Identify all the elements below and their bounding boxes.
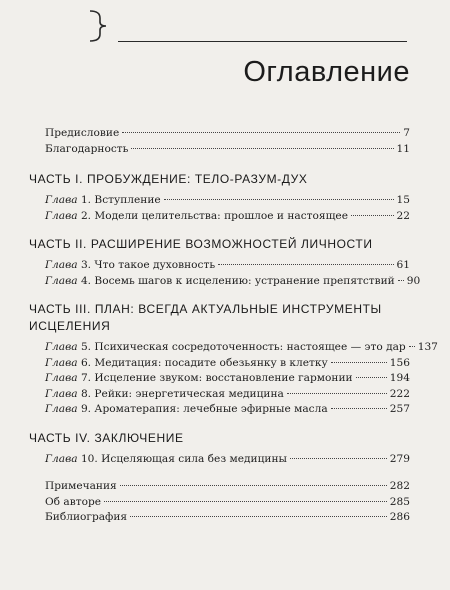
bracket-ornament [86, 10, 112, 42]
part-heading[interactable]: ЧАСТЬ III. ПЛАН: ВСЕГДА АКТУАЛЬНЫЕ ИНСТРУМЕНТЫ ИСЦЕЛЕНИЯ [29, 302, 382, 333]
toc-entry[interactable]: Глава 5. Психическая сосредоточенность: настоящее — это дар 137 [29, 340, 410, 356]
dot-leader [287, 393, 387, 394]
page-number: 61 [396, 259, 410, 271]
dot-leader [120, 485, 387, 486]
page-number: 22 [396, 209, 410, 222]
toc-entry[interactable]: Предисловие 7 [29, 126, 410, 142]
dot-leader [331, 362, 387, 363]
page-number: 279 [389, 452, 410, 465]
dot-leader [409, 346, 415, 347]
dot-leader [122, 132, 400, 133]
dot-leader [104, 501, 387, 502]
toc-entry[interactable]: Глава 8. Рейки: энергетическая медицина 222 [29, 387, 410, 403]
part-heading[interactable]: ЧАСТЬ II. РАСШИРЕНИЕ ВОЗМОЖНОСТЕЙ ЛИЧНОСТИ [29, 237, 373, 251]
toc-entry[interactable]: Благодарность 11 [29, 142, 410, 158]
page-number: 282 [389, 480, 410, 492]
part-heading[interactable]: ЧАСТЬ IV. ЗАКЛЮЧЕНИЕ [29, 430, 184, 445]
dot-leader [290, 458, 387, 459]
page-number: 257 [389, 403, 410, 415]
dot-leader [131, 148, 393, 149]
page-number: 286 [389, 511, 410, 523]
page-number: 15 [396, 194, 410, 206]
toc-entry[interactable]: Глава 6. Медитация: посадите обезьянку в клетку 156 [29, 356, 410, 372]
toc-entry[interactable]: Глава 10. Исцеляющая сила без медицины 279 [29, 452, 410, 468]
page-number: 137 [417, 341, 438, 353]
toc-entry[interactable]: Глава 7. Исцеление звуком: восстановление гармонии 194 [29, 371, 410, 387]
dot-leader [351, 215, 394, 216]
toc-entry[interactable]: Библиография 286 [29, 510, 410, 526]
toc-entry[interactable]: Глава 4. Восемь шагов к исцелению: устранение препятствий 90 [29, 274, 410, 290]
toc-entry[interactable]: Об авторе 285 [29, 495, 410, 511]
toc-entry[interactable]: Глава 1. Вступление 15 [29, 193, 410, 209]
page-number: 222 [389, 387, 410, 400]
page-number: 11 [396, 142, 410, 155]
page-number: 7 [403, 127, 410, 139]
page-number: 194 [389, 372, 410, 384]
toc-entry[interactable]: Глава 9. Ароматерапия: лечебные эфирные масла 257 [29, 402, 410, 418]
dot-leader [398, 280, 404, 281]
page-number: 90 [406, 274, 421, 287]
toc-entry[interactable]: Глава 2. Модели целительства: прошлое и настоящее 22 [29, 209, 410, 225]
header-rule [118, 41, 407, 42]
dot-leader [356, 377, 387, 378]
dot-leader [164, 199, 394, 200]
toc-entry[interactable]: Примечания 282 [29, 479, 410, 495]
dot-leader [218, 264, 393, 265]
page-number: 285 [389, 495, 410, 508]
page-number: 156 [389, 356, 410, 369]
page-title: Оглавление [243, 56, 410, 88]
toc-entry[interactable]: Глава 3. Что такое духовность 61 [29, 258, 410, 274]
dot-leader [130, 516, 387, 517]
dot-leader [331, 408, 387, 409]
table-of-contents [29, 126, 438, 526]
part-heading[interactable]: ЧАСТЬ I. ПРОБУЖДЕНИЕ: ТЕЛО-РАЗУМ-ДУХ [29, 172, 308, 186]
